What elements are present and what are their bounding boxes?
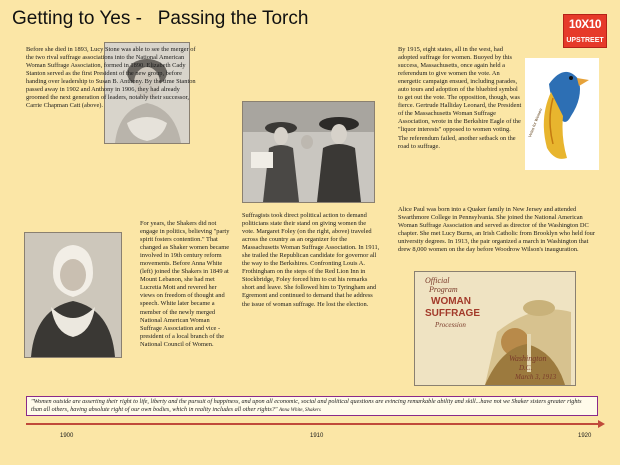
states-text: By 1915, eight states, all in the west, had adopted suffrage for women. Buoyed by this success, Massachusetts, once again held a referendum to give women the vote. An energetic campaign ensued, including parades, auto tours and adoption of the bluebird symbol to get out the vote. The opposition, though, was fierce. Gertrude Halliday Leonard, the President of the Massachusetts Woman Suffrage Association, wrote in the Berkshire Eagle of the "liquor interests" opposed to women voting. The referendum failed, another setback on the road to suffrage.: [398, 46, 522, 150]
timeline-middle: 1910: [310, 433, 324, 439]
timeline-end: 1920: [578, 433, 592, 439]
logo-10x10-upstreet: [563, 14, 607, 48]
program-date: March 3, 1913: [515, 373, 557, 381]
alice-paul-text: Alice Paul was born into a Quaker family in New Jersey and attended Swarthmore College in Pennsylvania. She joined the National American Woman Suffrage Association and served as director of the Washington DC chapter. She met Lucy Burns, an Irish Catholic from Brooklyn who held four university degrees. In 1913, the pair organized a march in Washington that drew 8,000 women on the day before Woodrow Wilson's inauguration.: [398, 206, 596, 254]
suffragists-photo: [242, 101, 375, 203]
program-line4: SUFFRAGE: [425, 308, 480, 319]
quote-text: "Women outside are asserting their right to life, liberty and the pursuit of happiness, and upon all economic, social and political questions are evincing remarkable ability and skill...have not we Shaker sisters greater rights than all others, having absolute right of our own bodies, which in reality includes all other rights?": [31, 398, 582, 413]
bluebird-image: [525, 58, 599, 170]
anna-white-portrait: [24, 232, 122, 358]
timeline-line: [26, 423, 602, 425]
suffragists-text: Suffragists took direct political action to demand politicians state their stand on giving women the vote. Margaret Foley (on the right, above) traveled across the country as an organizer for the Massachusetts Woman Suffrage Association. In 1911, she trailed the Republican candidate for governor all the way to the Berkshires. Confronting Louis A. Frothingham on the steps of the Red Lion Inn in Stockbridge, Foley forced him to cut his remarks short and leave. She followed him to Tyringham and Egremont and continued to demand that he address the issue of woman suffrage. He lost the election.: [242, 212, 380, 308]
timeline-arrow-icon: [598, 420, 605, 428]
anna-white-quote: [26, 396, 598, 416]
shakers-text: For years, the Shakers did not engage in politics, believing "party spirit fosters contention." That changed as Shaker women became involved in 19th century reform movements. Before Anna White (left) joined the Shakers in 1849 at Mount Lebanon, she had met Lucretia Mott and revered her views on freedom of thought and speech. White later became a member of the newly merged National American Woman Suffrage Association and vice -president of a local branch of the National Council of Women.: [140, 220, 230, 348]
bluebird-label: Votes for Women: [527, 107, 544, 138]
suffrage-program-poster: [414, 271, 576, 386]
logo-line2: UPSTREET: [566, 37, 604, 44]
program-line3: WOMAN: [431, 296, 471, 307]
program-line1: Official: [425, 276, 450, 285]
quote-attribution: Anna White, Shakers: [278, 408, 321, 413]
program-line2: Program: [429, 285, 458, 294]
program-city: Washington: [509, 354, 547, 363]
program-line5: Procession: [435, 321, 466, 329]
lucy-stone-text: Before she died in 1893, Lucy Stone was able to see the merger of the two rival suffrage associations into the National American Woman Suffrage Association, formed in 1890. Elizabeth Cady Stanton served as the first President of the new group, before handing over leadership to Susan B. Anthony. By the time Stanton passed away in 1902 and Anthony in 1906, they had already groomed the next generation of leaders, notably their successor, Carrie Chapman Catt (above).: [26, 46, 196, 110]
logo-line1: 10X10: [568, 17, 602, 31]
page-title: Getting to Yes - Passing the Torch: [12, 8, 309, 29]
program-state: D.C.: [519, 364, 533, 372]
timeline-start: 1900: [60, 433, 74, 439]
